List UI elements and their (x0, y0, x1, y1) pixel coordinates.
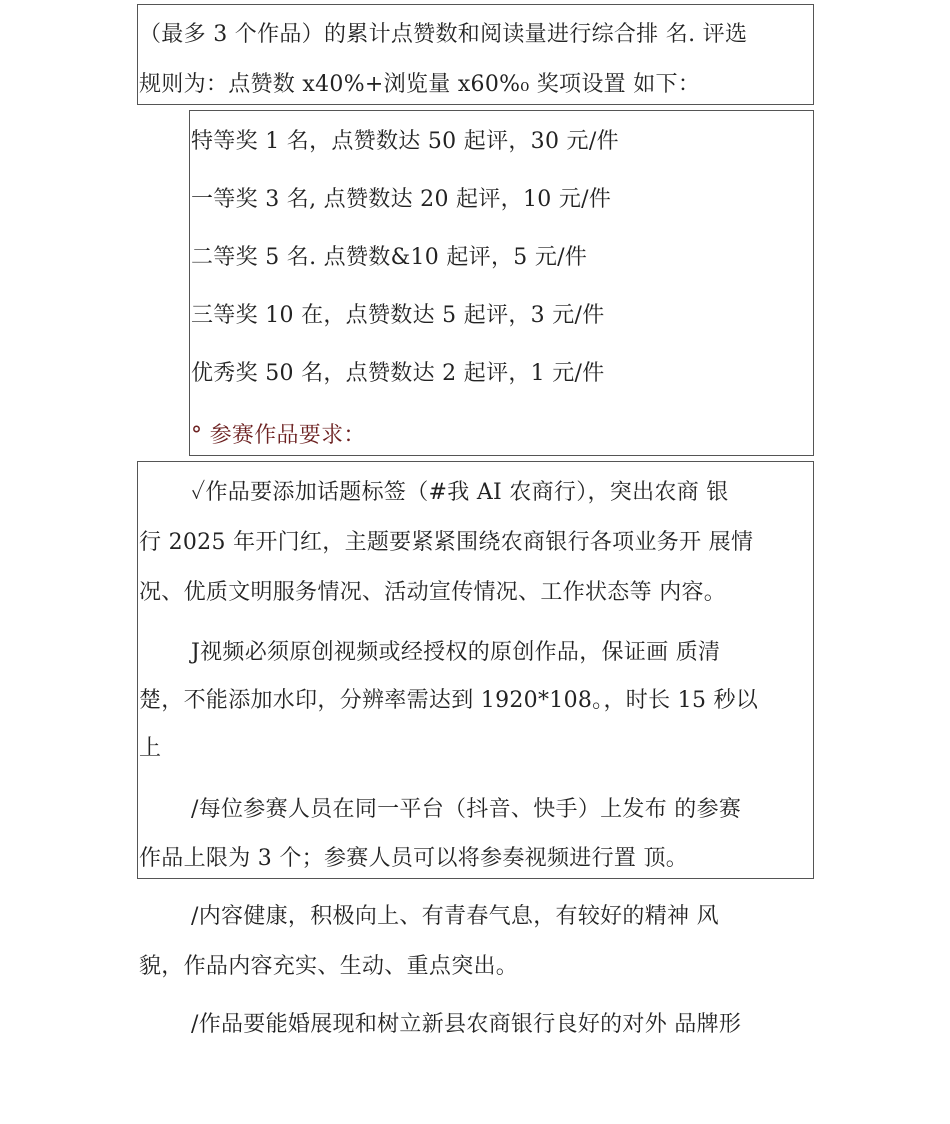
requirement-1-line-1: ✓作品要添加话题标签（#我 AI 农商行），突出农商 银 (191, 480, 729, 505)
award-first-prize: 一等奖 3 名, 点赞数达 20 起评，10 元/件 (191, 187, 612, 212)
intro-line-2: 规则为：点赞数 x40%+浏览量 x60%₀ 奖项设置 如下： (139, 72, 701, 97)
requirement-2-line-2: 楚，不能添加水印，分辨率需达到 1920*108。，时长 15 秒以 (139, 688, 759, 713)
award-grand-prize: 特等奖 1 名，点赞数达 50 起评，30 元/件 (191, 129, 619, 154)
award-second-prize: 二等奖 5 名. 点赞数&10 起评，5 元/件 (191, 245, 588, 270)
award-third-prize: 三等奖 10 在，点赞数达 5 起评，3 元/件 (191, 303, 605, 328)
requirement-1-line-3: 况、优质文明服务情况、活动宣传情况、工作状态等 内容。 (139, 580, 727, 605)
requirement-3-line-1: /每位参赛人员在同一平台（抖音、快手）上发布 的参赛 (191, 797, 742, 822)
intro-line-1: （最多 3 个作品）的累计点赞数和阅读量进行综合排 名. 评选 (139, 22, 748, 47)
extra-1-line-1: /内容健康，积极向上、有青春气息，有较好的精神 风 (191, 904, 719, 929)
requirements-heading: ° 参赛作品要求： (191, 423, 366, 448)
requirement-3-line-2: 作品上限为 3 个；参赛人员可以将参奏视频进行置 顶。 (139, 846, 689, 871)
award-excellence-prize: 优秀奖 50 名，点赞数达 2 起评，1 元/件 (191, 361, 605, 386)
awards-box (189, 110, 814, 456)
requirement-2-line-1: J视频必须原创视频或经授权的原创作品，保证画 质清 (191, 640, 721, 665)
extra-2-line-1: /作品要能婚展现和树立新县农商银行良好的对外 品牌形 (191, 1012, 742, 1037)
extra-1-line-2: 貌，作品内容充实、生动、重点突出。 (139, 954, 519, 979)
requirement-1-line-2: 行 2025 年开门红，主题要紧紧围绕农商银行各项业务开 展情 (139, 530, 754, 555)
requirement-2-line-3: 上 (139, 736, 162, 761)
